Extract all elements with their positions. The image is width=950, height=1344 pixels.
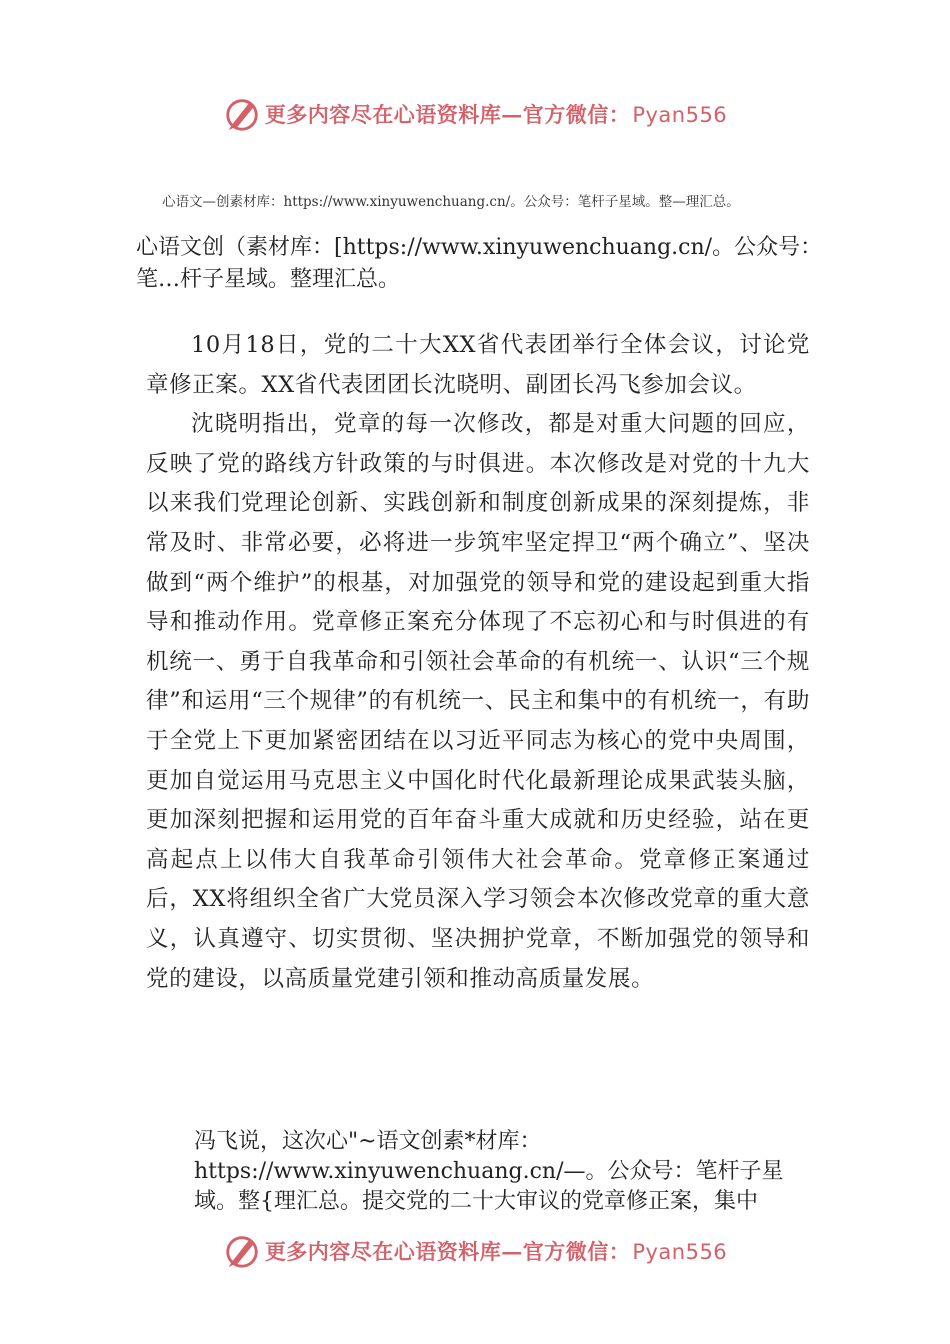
- article-body: [146, 326, 810, 999]
- footer-watermark-banner: [0, 1227, 950, 1275]
- banner-text: 更多内容尽在心语资料库—官方微信：Pyan556: [264, 102, 728, 127]
- header-watermark-banner: [0, 90, 950, 138]
- pen-logo-icon: [223, 95, 261, 133]
- wechat-id: Pyan556: [632, 103, 728, 127]
- paragraph-2: 沈晓明指出，党章的每一次修改，都是对重大问题的回应，反映了党的路线方针政策的与时俱进。本次修改是对党的十九大以来我们党理论创新、实践创新和制度创新成果的深刻提炼，非常及时、非常必要，必将进一步筑牢坚定捍卫“两个确立”、坚决做到“两个维护”的根基，对加强党的领导和党的建设起到重大指导和推动作用。党章修正案充分体现了不忘初心和与时俱进的有机统一、勇于自我革命和引领社会革命的有机统一、认识“三个规律”和运用“三个规律”的有机统一、民主和集中的有机统一，有助于全党上下更加紧密团结在以习近平同志为核心的党中央周围，更加自觉运用马克思主义中国化时代化最新理论成果武装头脑，更加深刻把握和运用党的百年奋斗重大成就和历史经验，站在更高起点上以伟大自我革命引领伟大社会革命。党章修正案通过后，XX将组织全省广大党员深入学习领会本次修改党章的重大意义，认真遵守、切实贯彻、坚决拥护党章，不断加强党的领导和党的建设，以高质量党建引领和推动高质量发展。: [146, 411, 810, 992]
- source-note: 心语文创（素材库：[https://www.xinyuwenchuang.cn/。公众号：笔…杆子星域。整理汇总。: [136, 235, 823, 292]
- banner-text: 更多内容尽在心语资料库—官方微信：Pyan556: [264, 1239, 728, 1264]
- paragraph-3-partial: 冯飞说，这次心"~语文创素*材库：https://www.xinyuwenchuang.cn/—。公众号：笔杆子星域。整{理汇总。提交党的二十大审议的党章修正案，集中: [194, 1129, 784, 1214]
- paragraph-1: 10月18日，党的二十大XX省代表团举行全体会议，讨论党章修正案。XX省代表团团长沈晓明、副团长冯飞参加会议。: [146, 332, 810, 398]
- pen-logo-icon: [223, 1232, 261, 1270]
- source-note-small: 心语文—创素材库：https://www.xinyuwenchuang.cn/。公众号：笔杆子星域。整—理汇总。: [162, 194, 740, 210]
- wechat-id: Pyan556: [632, 1240, 728, 1264]
